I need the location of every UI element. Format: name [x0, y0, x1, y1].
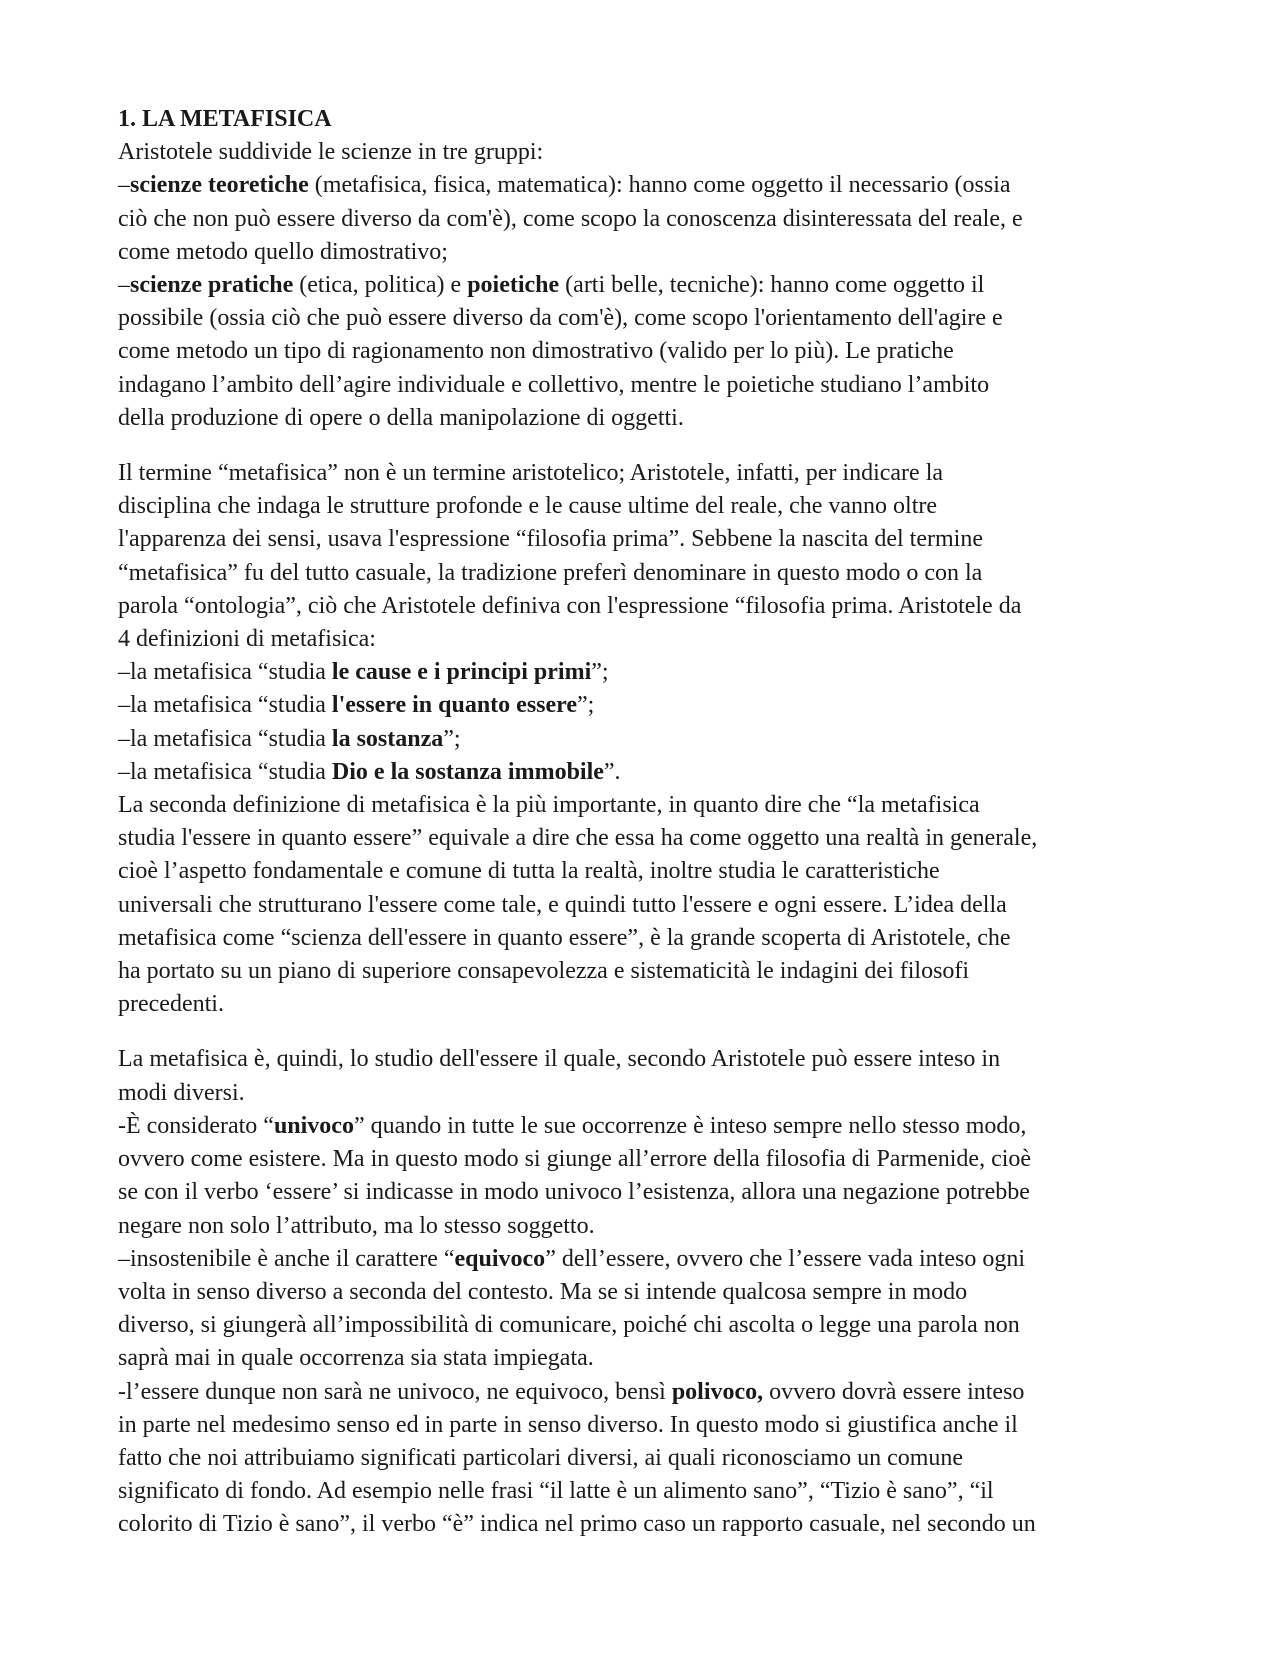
text-line: volta in senso diverso a seconda del contesto. Ma se si intende qualcosa sempre in modo [118, 1278, 968, 1305]
text-line: La metafisica è, quindi, lo studio dell'essere il quale, secondo Aristotele può essere inteso in [118, 1046, 1001, 1073]
text-line: cioè l’aspetto fondamentale e comune di tutta la realtà, inoltre studia le caratteristiche [118, 858, 940, 885]
text-line: indagano l’ambito dell’agire individuale e collettivo, mentre le poietiche studiano l’ambito [118, 371, 990, 398]
text-line: come metodo un tipo di ragionamento non dimostrativo (valido per lo più). Le pratiche [118, 338, 954, 365]
text-line: ha portato su un piano di superiore consapevolezza e sistematicità le indagini dei filosofi [118, 958, 970, 985]
text-line: l'apparenza dei sensi, usava l'espressione “filosofia prima”. Sebbene la nascita del termine [118, 526, 983, 553]
section-metafisica-term [118, 457, 1180, 1021]
bold-term: scienze pratiche [130, 272, 294, 299]
text-line: fatto che noi attribuiamo significati particolari diversi, ai quali riconosciamo un comune [118, 1444, 964, 1471]
bold-term: univoco [273, 1112, 354, 1139]
bold-term: Dio e la sostanza immobile [331, 758, 604, 785]
text-line: universali che strutturano l'essere come tale, e quindi tutto l'essere e ogni essere. L’idea della [118, 891, 1007, 918]
definition-item: –la metafisica “studia l'essere in quanto essere”; [118, 692, 595, 719]
bold-term: poietiche [467, 272, 560, 299]
definition-item: –la metafisica “studia la sostanza”; [118, 725, 461, 752]
text-line: precedenti. [118, 991, 224, 1018]
text-line: studia l'essere in quanto essere” equivale a dire che essa ha come oggetto una realtà in generale, [118, 825, 1038, 852]
bold-term: le cause e i principi primi [331, 659, 592, 686]
text-line: -È considerato “univoco” quando in tutte le sue occorrenze è inteso sempre nello stesso modo, [118, 1112, 1027, 1139]
text-line: significato di fondo. Ad esempio nelle frasi “il latte è un alimento sano”, “Tizio è sano”, “il [118, 1478, 994, 1505]
text-line: -l’essere dunque non sarà ne univoco, ne equivoco, bensì polivoco, ovvero dovrà essere inteso [118, 1378, 1025, 1405]
text-line: saprà mai in quale occorrenza sia stata impiegata. [118, 1345, 594, 1372]
text-line: diverso, si giungerà all’impossibilità di comunicare, poiché chi ascolta o legge una parola non [118, 1312, 1020, 1339]
bold-term: equivoco [454, 1245, 546, 1272]
text-line: –scienze pratiche (etica, politica) e poietiche (arti belle, tecniche): hanno come oggetto il [118, 272, 985, 299]
text-line: –scienze teoretiche (metafisica, fisica, matematica): hanno come oggetto il necessario (ossia [118, 172, 1011, 199]
text-line: negare non solo l’attributo, ma lo stesso soggetto. [118, 1212, 595, 1239]
text-line: –insostenibile è anche il carattere “equivoco” dell’essere, ovvero che l’essere vada inteso ogni [118, 1245, 1025, 1272]
text-line: ciò che non può essere diverso da com'è), come scopo la conoscenza disinteressata del reale, e [118, 205, 1023, 232]
text-line: parola “ontologia”, ciò che Aristotele definiva con l'espressione “filosofia prima. Aristotele da [118, 592, 1022, 619]
section-essere [118, 1043, 1180, 1541]
page-title: 1. LA METAFISICA [118, 106, 332, 132]
bold-term: l'essere in quanto essere [331, 692, 578, 719]
definition-item: –la metafisica “studia Dio e la sostanza immobile”. [118, 758, 621, 785]
text-line: 4 definizioni di metafisica: [118, 626, 376, 653]
text-line: Aristotele suddivide le scienze in tre gruppi: [118, 139, 544, 166]
section-intro [118, 103, 1180, 435]
text-line: in parte nel medesimo senso ed in parte in senso diverso. In questo modo si giustifica anche il [118, 1411, 1018, 1438]
text-line: colorito di Tizio è sano”, il verbo “è” indica nel primo caso un rapporto casuale, nel secondo un [118, 1511, 1036, 1538]
bold-term: scienze teoretiche [130, 172, 309, 199]
text-line: disciplina che indaga le strutture profonde e le cause ultime del reale, che vanno oltre [118, 493, 937, 520]
text-line: metafisica come “scienza dell'essere in quanto essere”, è la grande scoperta di Aristotele, che [118, 924, 1011, 951]
text-line: come metodo quello dimostrativo; [118, 238, 448, 265]
text-line: “metafisica” fu del tutto casuale, la tradizione preferì denominare in questo modo o con la [118, 559, 983, 586]
text-line: se con il verbo ‘essere’ si indicasse in modo univoco l’esistenza, allora una negazione potrebbe [118, 1179, 1030, 1206]
text-line: modi diversi. [118, 1079, 245, 1106]
text-line: della produzione di opere o della manipolazione di oggetti. [118, 404, 684, 431]
text-line: La seconda definizione di metafisica è la più importante, in quanto dire che “la metafisica [118, 792, 980, 819]
bold-term: la sostanza [331, 725, 444, 752]
text-line: ovvero come esistere. Ma in questo modo si giunge all’errore della filosofia di Parmenide, cioè [118, 1146, 1032, 1173]
text-line: Il termine “metafisica” non è un termine aristotelico; Aristotele, infatti, per indicare la [118, 460, 944, 487]
text-line: possibile (ossia ciò che può essere diverso da com'è), come scopo l'orientamento dell'agire e [118, 305, 1003, 332]
bold-term: polivoco, [671, 1378, 764, 1405]
definition-item: –la metafisica “studia le cause e i principi primi”; [118, 659, 609, 686]
